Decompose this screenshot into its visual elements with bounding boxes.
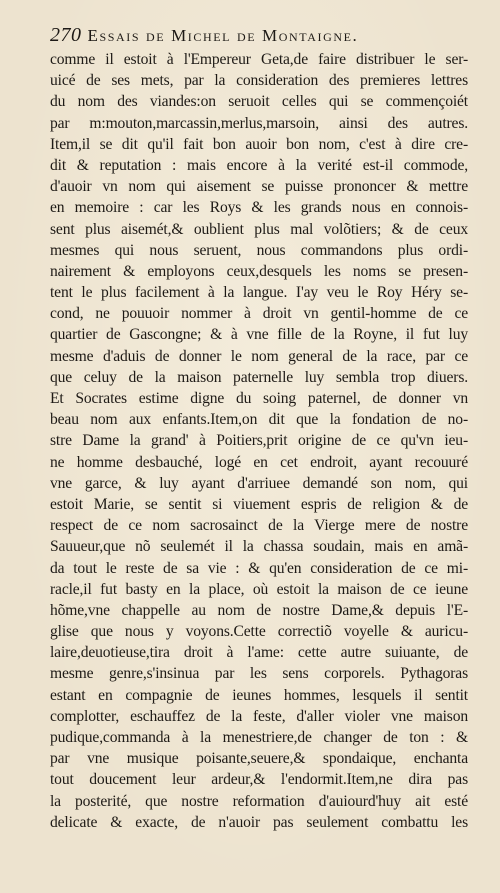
text-line: da tout le reste de sa vie : & qu'en consideration de ce mi- — [50, 559, 468, 577]
text-line: Item,il se dit qu'il fait bon auoir bon nom, c'est à dire cre- — [50, 135, 468, 153]
text-line: estant en compagnie de ieunes hommes, lesquels il sentit — [50, 686, 468, 704]
text-line: quartier de Gascongne; & à vne fille de la Royne, il fut luy — [50, 326, 468, 344]
text-line: d'auoir vn nom qui aisement se puisse prononcer & mettre — [50, 178, 468, 196]
text-line: respect de ce nom sacrosainct de la Vierge mere de nostre — [50, 517, 468, 535]
text-line: par vne musique poisante,seuere,& spondaique, enchanta — [50, 750, 468, 768]
body-text — [50, 49, 468, 833]
page-number: 270 — [50, 24, 82, 46]
text-line: stre Dame la grand' à Poitiers,prit origine de ce qu'vn ieu- — [50, 432, 468, 450]
text-line: dit & reputation : mais encore à la verité est-il commode, — [50, 156, 468, 174]
text-line: en memoire : car les Roys & les grands nous en connois- — [50, 199, 468, 217]
text-line: mesmes qui nous seruent, nous commandons plus ordi- — [50, 241, 468, 259]
text-line: pudique,commanda à la menestriere,de changer de ton : & — [50, 729, 468, 746]
text-line: hõme,vne chappelle au nom de nostre Dame,& depuis l'E- — [50, 601, 468, 619]
text-line: delicate & exacte, de n'auoir pas seulement combattu les — [50, 813, 468, 831]
text-line: que celuy de la maison paternelle luy sembla trop diuers. — [50, 368, 468, 386]
text-line: par m:mouton,marcassin,merlus,marsoin, ainsi des autres. — [50, 114, 468, 132]
text-line: mesme d'aduis de donner le nom general de la race, par ce — [50, 347, 468, 365]
text-line: tout doucement leur ardeur,& l'endormit.Item,ne dira pas — [50, 771, 468, 789]
text-line: tent le plus facilement à la langue. I'ay veu le Roy Héry se- — [50, 284, 468, 302]
text-line: Et Socrates estime digne du soing paternel, de donner vn — [50, 390, 468, 407]
text-line: comme il estoit à l'Empereur Geta,de faire distribuer le ser- — [50, 51, 468, 68]
running-head: Essais de Michel de Montaigne. — [87, 26, 359, 45]
page-header — [50, 24, 465, 52]
text-line: uicé de ses mets, par la consideration des premieres lettres — [50, 72, 468, 90]
text-line: estoit Marie, se sentit si viuement espris de religion & de — [50, 495, 468, 513]
text-line: la posterité, que nostre reformation d'auiourd'huy ait esté — [50, 792, 468, 810]
text-line: Sauueur,que nõ seulemét il la chassa soudain, mais en amã- — [50, 538, 468, 556]
text-line: sent plus aisemét,& oublient plus mal volõtiers; & de ceux — [50, 220, 468, 238]
text-line: racle,il fut basty en la place, où estoit la maison de ce ieune — [50, 580, 468, 598]
text-line: cond, ne pouuoir nommer à droit vn gentil-homme de ce — [50, 305, 468, 323]
text-line: ne homme desbauché, logé en cet endroit, ayant recouuré — [50, 453, 468, 471]
text-line: vne garce, & luy ayant d'arriuee demandé son nom, qui — [50, 474, 468, 492]
text-line: beau nom aux enfants.Item,on dit que la fondation de no- — [50, 411, 468, 429]
text-line: glise que nous y voyons.Cette correctiõ voyelle & auricu- — [50, 623, 468, 641]
text-line: complotter, eschauffez de la feste, d'aller violer vne maison — [50, 707, 468, 725]
text-line: laire,deuotieuse,tira droit à l'ame: cette autre suiuante, de — [50, 644, 468, 662]
text-line: mesme genre,s'insinua par les sens corporels. Pythagoras — [50, 665, 468, 683]
text-line: du nom des viandes:on seruoit celles qui se commençoiét — [50, 93, 468, 111]
text-line: nairement & employons ceux,desquels les noms se presen- — [50, 262, 468, 280]
